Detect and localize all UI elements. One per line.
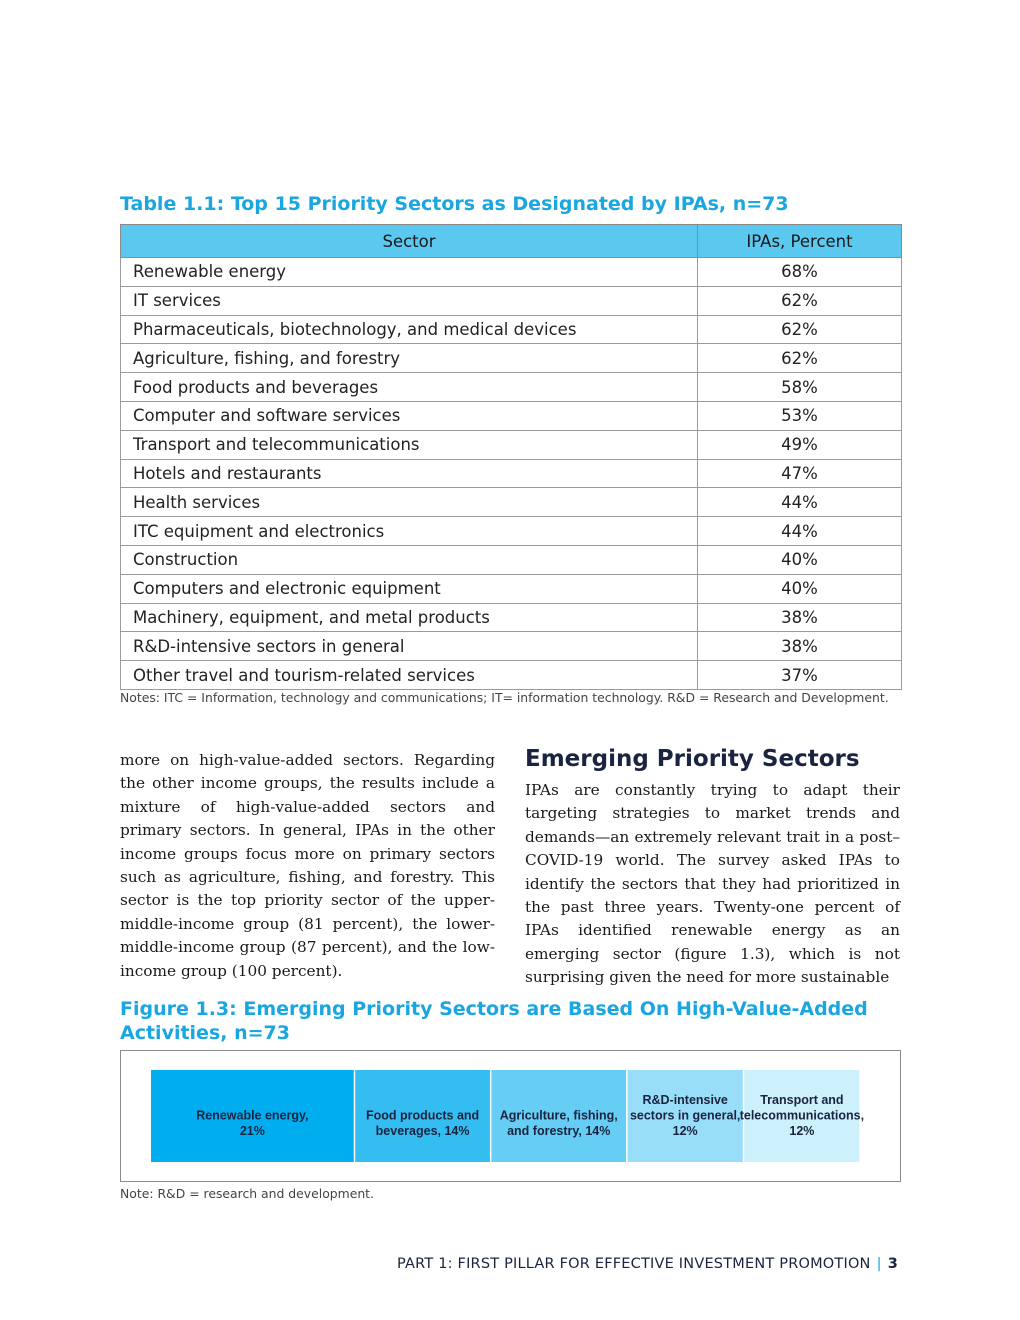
percent-cell: 47% [698, 459, 902, 488]
sector-cell: Agriculture, fishing, and forestry [121, 344, 698, 373]
percent-cell: 40% [698, 545, 902, 574]
percent-cell: 53% [698, 401, 902, 430]
bar-data-label: telecommunications, [739, 1108, 865, 1123]
sector-cell: IT services [121, 286, 698, 315]
bar-data-label: 12% [672, 1124, 698, 1138]
percent-cell: 40% [698, 574, 902, 603]
percent-cell: 62% [698, 286, 902, 315]
table-row [121, 459, 902, 488]
table-row [121, 517, 902, 546]
table-row [121, 401, 902, 430]
priority-sectors-table [120, 224, 902, 690]
column-header-percent: IPAs, Percent [698, 225, 902, 258]
table-row [121, 603, 902, 632]
figure-box [120, 1050, 901, 1182]
page-number: 3 [887, 1256, 898, 1272]
table-row [121, 373, 902, 402]
percent-cell: 62% [698, 315, 902, 344]
sector-cell: Food products and beverages [121, 373, 698, 402]
sector-cell: Transport and telecommunications [121, 430, 698, 459]
sector-cell: Machinery, equipment, and metal products [121, 603, 698, 632]
table-title: Table 1.1: Top 15 Priority Sectors as Designated by IPAs, n=73 [120, 193, 789, 215]
sector-cell: Renewable energy [121, 258, 698, 287]
table-row [121, 315, 902, 344]
table-row [121, 344, 902, 373]
right-column-paragraph: IPAs are constantly trying to adapt their targeting strategies to market trends and demands—an extremely relevant trait in a post–COVID-19 world. The survey asked IPAs to identify the sectors that they had prioritized in the past three years. Twenty-one percent of IPAs identified renewable energy as an emerging sector (figure 1.3), which is not surprising given the need for more sustainable [525, 781, 900, 987]
table-row [121, 574, 902, 603]
bar-data-label: Food products and [365, 1108, 480, 1123]
table-header-row [121, 225, 902, 258]
sector-cell: Computers and electronic equipment [121, 574, 698, 603]
table-row [121, 430, 902, 459]
table-notes: Notes: ITC = Information, technology and communications; IT= information technology. R&D = Research and Development. [120, 690, 889, 705]
bar-data-label: Transport and [760, 1093, 844, 1107]
percent-cell: 38% [698, 632, 902, 661]
section-heading: Emerging Priority Sectors [525, 746, 860, 772]
bar-data-label: 21% [239, 1124, 265, 1138]
percent-cell: 62% [698, 344, 902, 373]
column-header-sector: Sector [121, 225, 698, 258]
sector-cell: Pharmaceuticals, biotechnology, and medical devices [121, 315, 698, 344]
page-footer [397, 1256, 898, 1272]
sector-cell: R&D-intensive sectors in general [121, 632, 698, 661]
table-row [121, 286, 902, 315]
figure-note: Note: R&D = research and development. [120, 1186, 374, 1201]
table-row [121, 545, 902, 574]
sector-cell: ITC equipment and electronics [121, 517, 698, 546]
bar-data-label: Agriculture, fishing, [499, 1108, 618, 1123]
sector-cell: Health services [121, 488, 698, 517]
running-title: PART 1: FIRST PILLAR FOR EFFECTIVE INVESTMENT PROMOTION [397, 1256, 871, 1272]
figure-title: Figure 1.3: Emerging Priority Sectors are Based On High-Value-Added Activities, n=73 [120, 998, 868, 1044]
table-row [121, 488, 902, 517]
sector-cell: Computer and software services [121, 401, 698, 430]
left-column-paragraph: more on high-value-added sectors. Regarding the other income groups, the results include a mixture of high-value-added sectors and primary sectors. In general, IPAs in the other income groups focus more on primary sectors such as agriculture, fishing, and forestry. This sector is the top priority sector of the upper-middle-income group (81 percent), the lower-middle-income group (87 percent), and the low-income group (100 percent). [120, 751, 495, 980]
table-row [121, 661, 902, 690]
bar-data-label: 12% [789, 1124, 815, 1138]
percent-cell: 68% [698, 258, 902, 287]
table-row [121, 258, 902, 287]
percent-cell: 44% [698, 488, 902, 517]
percent-cell: 44% [698, 517, 902, 546]
bar-data-label: beverages, 14% [375, 1124, 470, 1138]
bar-data-label: Renewable energy, [196, 1108, 309, 1123]
table-row [121, 632, 902, 661]
bar-data-label: and forestry, 14% [507, 1124, 611, 1138]
percent-cell: 49% [698, 430, 902, 459]
sector-cell: Hotels and restaurants [121, 459, 698, 488]
percent-cell: 58% [698, 373, 902, 402]
bar-data-label: R&D-intensive [642, 1093, 728, 1107]
sector-cell: Other travel and tourism-related services [121, 661, 698, 690]
bar-data-label: sectors in general, [629, 1108, 741, 1123]
footer-separator: | [876, 1256, 882, 1272]
percent-cell: 37% [698, 661, 902, 690]
sector-cell: Construction [121, 545, 698, 574]
percent-cell: 38% [698, 603, 902, 632]
emerging-sectors-chart [121, 1051, 900, 1181]
